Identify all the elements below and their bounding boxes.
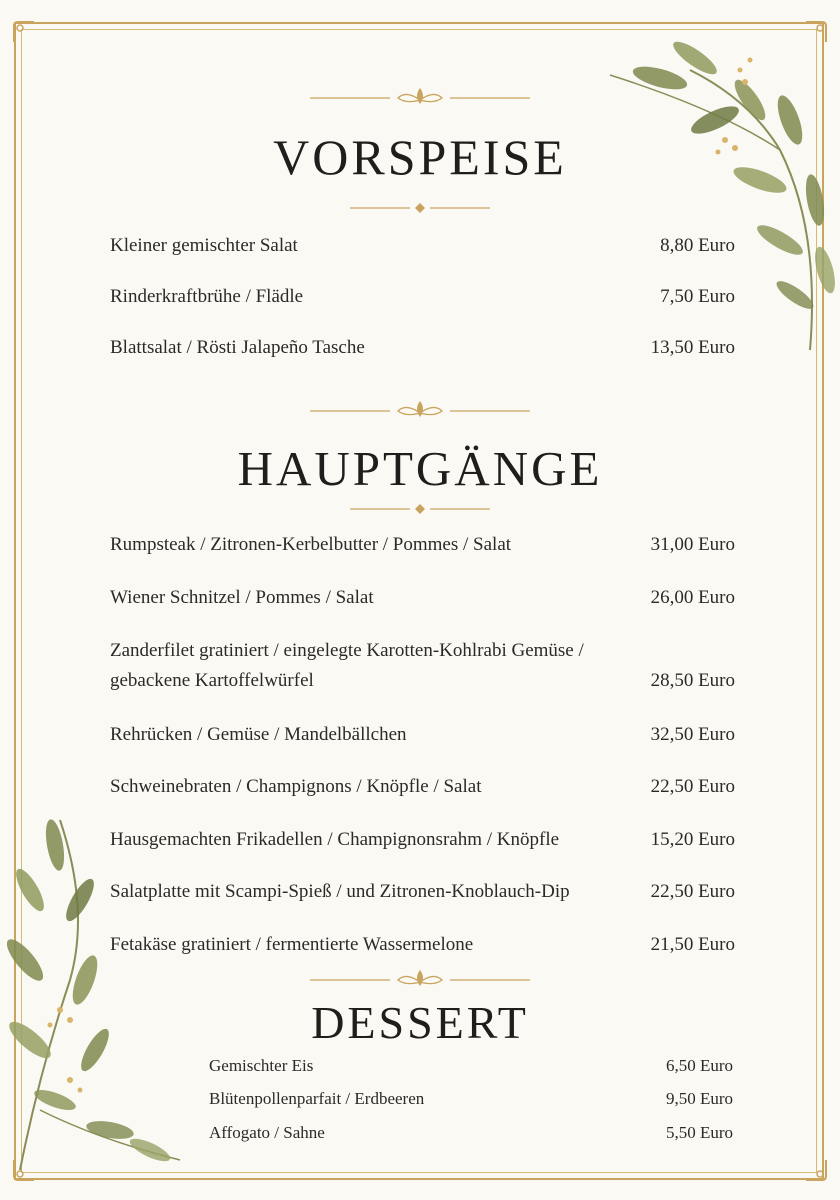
fleur-de-lis-icon (0, 88, 840, 108)
olive-branch-icon (0, 810, 190, 1180)
item-name: Rumpsteak / Zitronen-Kerbelbutter / Pommes / Salat (110, 534, 512, 555)
item-name (110, 636, 584, 696)
item-price: 31,00 Euro (650, 534, 735, 555)
fleur-de-lis-icon (0, 970, 840, 990)
fleur-de-lis-icon (0, 401, 840, 421)
item-price: 26,00 Euro (650, 587, 735, 608)
item-price: 6,50 Euro (665, 1056, 733, 1075)
item-name: Fetakäse gratiniert / fermentierte Wassermelone (110, 934, 474, 955)
item-price: 22,50 Euro (650, 776, 735, 797)
ornament-corner-icon (10, 18, 38, 46)
section-title-hauptgaenge: HAUPTGÄNGE (237, 441, 603, 496)
item-price: 15,20 Euro (650, 829, 735, 850)
item-name: Wiener Schnitzel / Pommes / Salat (110, 587, 374, 608)
divider-line (0, 499, 840, 519)
item-price: 9,50 Euro (665, 1089, 733, 1108)
item-price: 8,80 Euro (660, 235, 735, 256)
item-name: Gemischter Eis (209, 1056, 314, 1075)
section-title-dessert: DESSERT (311, 997, 529, 1048)
item-price: 7,50 Euro (660, 286, 735, 307)
item-name: Hausgemachten Frikadellen / Champignonsrahm / Knöpfle (110, 829, 560, 850)
item-name: Blattsalat / Rösti Jalapeño Tasche (110, 337, 365, 358)
item-name: Rehrücken / Gemüse / Mandelbällchen (110, 724, 407, 745)
item-name-line: gebackene Kartoffelwürfel (110, 670, 314, 691)
item-name: Rinderkraftbrühe / Flädle (110, 286, 304, 307)
item-name: Kleiner gemischter Salat (110, 235, 298, 256)
item-price: 13,50 Euro (650, 337, 735, 358)
item-price: 21,50 Euro (650, 934, 735, 955)
item-price: 28,50 Euro (650, 670, 735, 691)
item-name-line: Zanderfilet gratiniert / eingelegte Karotten-Kohlrabi Gemüse / (110, 640, 584, 661)
item-name: Salatplatte mit Scampi-Spieß / und Zitronen-Knoblauch-Dip (110, 881, 570, 902)
item-price: 22,50 Euro (650, 881, 735, 902)
item-name: Blütenpollenparfait / Erdbeeren (209, 1089, 425, 1108)
item-name: Schweinebraten / Champignons / Knöpfle / Salat (110, 776, 482, 797)
section-title-vorspeise: VORSPEISE (273, 129, 567, 185)
ornament-corner-icon (802, 1156, 830, 1184)
menu-item (110, 636, 735, 696)
item-name: Affogato / Sahne (209, 1123, 325, 1142)
divider-line (0, 198, 840, 218)
item-price: 32,50 Euro (650, 724, 735, 745)
item-price: 5,50 Euro (665, 1123, 733, 1142)
